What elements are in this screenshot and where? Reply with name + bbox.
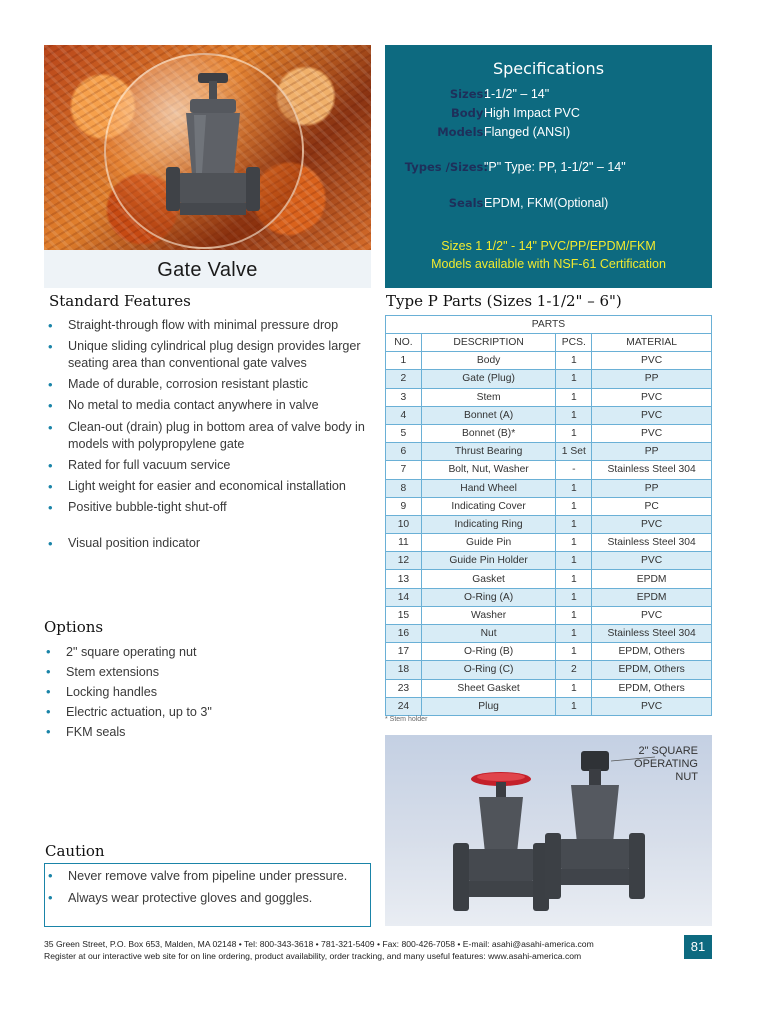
list-item: • 2" square operating nut	[44, 642, 364, 662]
table-row	[386, 388, 712, 406]
table-cell: 13	[386, 570, 422, 588]
spec-note-certification: Models available with NSF-61 Certification	[431, 257, 666, 271]
table-cell: 14	[386, 588, 422, 606]
table-cell: 7	[386, 461, 422, 479]
label-line: 2" SQUARE	[638, 745, 698, 757]
table-cell: 15	[386, 606, 422, 624]
table-row	[386, 370, 712, 388]
table-row	[386, 643, 712, 661]
footer-website-line: Register at our interactive web site for on line ordering, product availability, order tracking, and many useful features: www.asahi-america.com	[44, 950, 582, 961]
table-cell: 1	[556, 406, 592, 424]
table-cell: Indicating Ring	[421, 515, 556, 533]
table-cell: 1	[556, 697, 592, 715]
table-cell: 1 Set	[556, 443, 592, 461]
table-cell: EPDM, Others	[592, 643, 712, 661]
table-row	[386, 497, 712, 515]
table-cell: Thrust Bearing	[421, 443, 556, 461]
list-item: • Electric actuation, up to 3"	[44, 702, 364, 722]
table-cell: PP	[592, 479, 712, 497]
table-cell: Stainless Steel 304	[592, 534, 712, 552]
list-item: • Positive bubble-tight shut-off	[46, 499, 366, 517]
table-cell: 5	[386, 424, 422, 442]
column-header: PCS.	[556, 334, 592, 352]
standard-features-list	[46, 317, 366, 553]
table-cell: PVC	[592, 424, 712, 442]
table-cell: 1	[556, 625, 592, 643]
spec-label: Models:	[437, 125, 488, 139]
table-cell: PVC	[592, 406, 712, 424]
options-heading: Options	[44, 618, 104, 636]
table-cell: 1	[556, 497, 592, 515]
table-row	[386, 515, 712, 533]
list-item: • Visual position indicator	[46, 535, 366, 553]
table-row	[386, 679, 712, 697]
list-item: • Unique sliding cylindrical plug design provides larger seating area than conventional gate valves	[46, 338, 366, 373]
page-number: 81	[684, 935, 712, 959]
table-row	[386, 406, 712, 424]
table-cell: PP	[592, 443, 712, 461]
table-cell: Sheet Gasket	[421, 679, 556, 697]
spec-label: Types /Sizes:	[404, 160, 488, 174]
operating-nut-label	[634, 745, 698, 784]
parts-table-header	[386, 334, 712, 352]
table-cell: PVC	[592, 697, 712, 715]
parts-heading: Type P Parts (Sizes 1-1/2" – 6")	[386, 292, 622, 310]
list-item: • Light weight for easier and economical installation	[46, 478, 366, 496]
table-cell: 1	[556, 606, 592, 624]
list-item: • Rated for full vacuum service	[46, 457, 366, 475]
gate-valve-illustration	[106, 55, 304, 249]
table-cell: Stem	[421, 388, 556, 406]
valves-photo	[385, 735, 712, 926]
footer-contact-line: 35 Green Street, P.O. Box 653, Malden, MA 02148 • Tel: 800-343-3618 • 781-321-5409 • Fax: 800-426-7058 • E-mail: asahi@asahi-america.com	[44, 939, 594, 949]
table-row	[386, 461, 712, 479]
table-cell: 2	[556, 661, 592, 679]
parts-table-caption: PARTS	[386, 316, 712, 334]
spec-value: High Impact PVC	[484, 106, 580, 120]
table-cell: 12	[386, 552, 422, 570]
table-row	[386, 534, 712, 552]
spec-note-sizes: Sizes 1 1/2" - 14" PVC/PP/EPDM/FKM	[441, 239, 656, 253]
parts-table-body	[386, 352, 712, 716]
list-item: • Never remove valve from pipeline under pressure.	[46, 868, 356, 884]
table-cell: Guide Pin	[421, 534, 556, 552]
spec-label: Body:	[451, 106, 488, 120]
table-row	[386, 661, 712, 679]
table-cell: EPDM	[592, 570, 712, 588]
column-header: DESCRIPTION	[421, 334, 556, 352]
table-cell: Bonnet (B)*	[421, 424, 556, 442]
caution-list	[46, 868, 356, 906]
spec-value: Flanged (ANSI)	[484, 125, 571, 139]
table-cell: PVC	[592, 352, 712, 370]
list-item: • FKM seals	[44, 722, 364, 742]
glass-sphere	[104, 53, 304, 249]
table-cell: O-Ring (A)	[421, 588, 556, 606]
table-cell: PVC	[592, 515, 712, 533]
table-cell: 1	[556, 388, 592, 406]
table-cell: Stainless Steel 304	[592, 625, 712, 643]
table-row	[386, 479, 712, 497]
specifications-panel	[385, 45, 712, 288]
table-cell: Nut	[421, 625, 556, 643]
table-cell: PVC	[592, 606, 712, 624]
table-cell: 3	[386, 388, 422, 406]
table-cell: 16	[386, 625, 422, 643]
list-item: • Made of durable, corrosion resistant plastic	[46, 376, 366, 394]
table-cell: 11	[386, 534, 422, 552]
table-row	[386, 606, 712, 624]
table-cell: Body	[421, 352, 556, 370]
list-item: • Locking handles	[44, 682, 364, 702]
table-cell: Plug	[421, 697, 556, 715]
table-cell: 1	[556, 588, 592, 606]
table-cell: 1	[556, 552, 592, 570]
column-header: NO.	[386, 334, 422, 352]
table-cell: Hand Wheel	[421, 479, 556, 497]
table-cell: O-Ring (C)	[421, 661, 556, 679]
column-header: MATERIAL	[592, 334, 712, 352]
table-cell: 8	[386, 479, 422, 497]
table-cell: O-Ring (B)	[421, 643, 556, 661]
table-row	[386, 424, 712, 442]
table-row	[386, 697, 712, 715]
spec-value: "P" Type: PP, 1-1/2" – 14"	[484, 160, 626, 174]
caution-box	[44, 863, 371, 927]
table-cell: 10	[386, 515, 422, 533]
list-item: • Clean-out (drain) plug in bottom area of valve body in models with polypropylene gate	[46, 419, 366, 454]
table-cell: 1	[556, 515, 592, 533]
table-row	[386, 588, 712, 606]
hero-title: Gate Valve	[157, 259, 258, 281]
label-line: OPERATING	[634, 758, 698, 770]
table-cell: PC	[592, 497, 712, 515]
table-cell: 18	[386, 661, 422, 679]
options-list	[44, 642, 364, 742]
table-cell: Stainless Steel 304	[592, 461, 712, 479]
spec-label: Seals:	[448, 196, 488, 210]
table-row	[386, 552, 712, 570]
table-cell: EPDM, Others	[592, 679, 712, 697]
table-cell: Indicating Cover	[421, 497, 556, 515]
spec-value: 1-1/2" – 14"	[484, 87, 550, 101]
parts-footnote: * Stem holder	[385, 716, 428, 723]
table-cell: 1	[556, 679, 592, 697]
list-item: • No metal to media contact anywhere in valve	[46, 397, 366, 415]
spec-label: Sizes:	[449, 87, 488, 101]
table-cell: Bolt, Nut, Washer	[421, 461, 556, 479]
table-cell: 24	[386, 697, 422, 715]
table-cell: 2	[386, 370, 422, 388]
table-cell: Guide Pin Holder	[421, 552, 556, 570]
spec-value: EPDM, FKM(Optional)	[484, 196, 609, 210]
table-cell: 6	[386, 443, 422, 461]
table-cell: 17	[386, 643, 422, 661]
list-item: • Stem extensions	[44, 662, 364, 682]
table-row	[386, 570, 712, 588]
parts-table	[385, 315, 712, 716]
standard-features-heading: Standard Features	[49, 292, 191, 310]
caution-heading: Caution	[45, 842, 105, 860]
table-cell: EPDM	[592, 588, 712, 606]
table-cell: PP	[592, 370, 712, 388]
table-cell: PVC	[592, 388, 712, 406]
table-cell: 1	[556, 424, 592, 442]
table-cell: 1	[556, 370, 592, 388]
list-item: • Straight-through flow with minimal pressure drop	[46, 317, 366, 335]
list-item: • Always wear protective gloves and goggles.	[46, 890, 356, 906]
specifications-title: Specifications	[492, 59, 605, 78]
table-cell: 1	[556, 352, 592, 370]
table-cell: 1	[556, 479, 592, 497]
table-cell: EPDM, Others	[592, 661, 712, 679]
table-cell: Washer	[421, 606, 556, 624]
table-row	[386, 443, 712, 461]
table-cell: PVC	[592, 552, 712, 570]
table-row	[386, 625, 712, 643]
table-cell: 4	[386, 406, 422, 424]
table-cell: 1	[556, 643, 592, 661]
table-cell: 1	[386, 352, 422, 370]
table-cell: 1	[556, 534, 592, 552]
table-cell: 9	[386, 497, 422, 515]
table-cell: -	[556, 461, 592, 479]
table-cell: Bonnet (A)	[421, 406, 556, 424]
table-cell: 1	[556, 570, 592, 588]
label-line: NUT	[675, 771, 698, 783]
table-row	[386, 352, 712, 370]
hero-image	[44, 45, 371, 288]
table-cell: Gasket	[421, 570, 556, 588]
table-cell: 23	[386, 679, 422, 697]
footer	[44, 939, 684, 962]
table-cell: Gate (Plug)	[421, 370, 556, 388]
